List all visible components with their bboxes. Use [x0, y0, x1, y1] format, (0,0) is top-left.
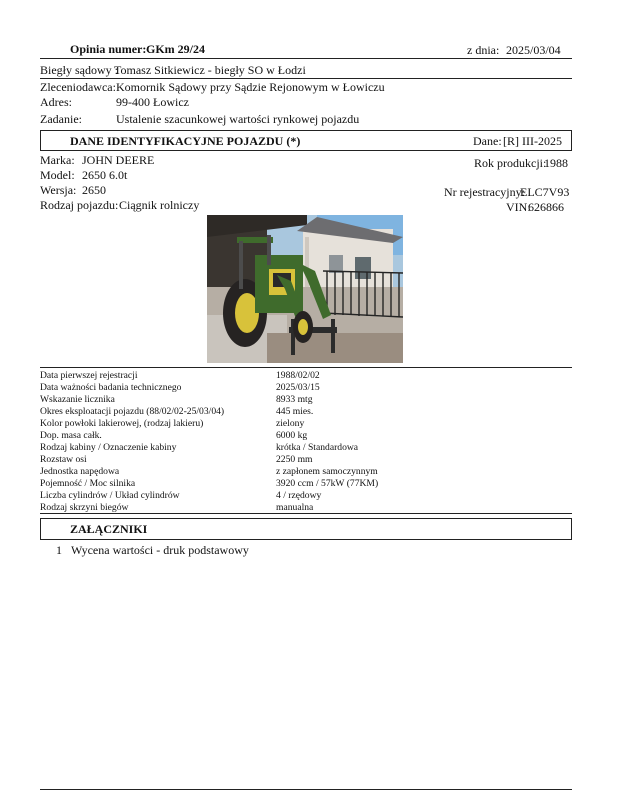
data-value: [R] III-2025	[503, 134, 562, 148]
spec-label: Okres eksploatacji pojazdu (88/02/02-25/03/04)	[40, 406, 225, 417]
spec-label: Data ważności badania technicznego	[40, 382, 182, 393]
spec-label: Rodzaj skrzyni biegów	[40, 502, 129, 513]
spec-value: 4 / rzędowy	[276, 490, 322, 501]
attachments-title: ZAŁĄCZNIKI	[70, 522, 148, 536]
attachment-number: 1	[56, 543, 62, 557]
spec-label: Liczba cylindrów / Układ cylindrów	[40, 490, 180, 501]
header-divider	[40, 58, 572, 59]
vehicle-section-header	[40, 130, 572, 151]
attachments-header	[40, 518, 572, 540]
opinion-number: GKm 29/24	[146, 42, 205, 56]
spec-value: 2250 mm	[276, 454, 313, 465]
vehicle-photo	[207, 215, 403, 363]
model-label: Model:	[40, 168, 75, 182]
version-label: Wersja:	[40, 183, 77, 197]
spec-value: krótka / Standardowa	[276, 442, 359, 453]
spec-label: Rozstaw osi	[40, 454, 87, 465]
specs-bottom-divider	[40, 513, 572, 514]
spec-value: 2025/03/15	[276, 382, 320, 393]
expert-label: Biegły sądowy :	[40, 63, 118, 77]
spec-value: 8933 mtg	[276, 394, 313, 405]
attachment-item[interactable]: Wycena wartości - druk podstawowy	[71, 543, 249, 557]
year-value: 1988	[544, 156, 568, 170]
spec-value: manualna	[276, 502, 314, 513]
vehicle-section-title: DANE IDENTYFIKACYJNE POJAZDU (*)	[70, 134, 301, 148]
spec-value: 6000 kg	[276, 430, 308, 441]
spec-label: Rodzaj kabiny / Oznaczenie kabiny	[40, 442, 177, 453]
model-value: 2650 6.0t	[82, 168, 128, 182]
opinion-label: Opinia numer:	[70, 42, 147, 56]
vin-value: 626866	[528, 200, 564, 214]
task-value: Ustalenie szacunkowej wartości rynkowej pojazdu	[116, 112, 360, 126]
specs-top-divider	[40, 367, 572, 368]
spec-label: Jednostka napędowa	[40, 466, 120, 477]
spec-label: Data pierwszej rejestracji	[40, 370, 138, 381]
spec-value: 445 mies.	[276, 406, 314, 417]
reg-value: ELC7V93	[520, 185, 570, 199]
vin-label: VIN:	[506, 200, 531, 214]
spec-value: 3920 ccm / 57kW (77KM)	[276, 478, 379, 489]
type-label: Rodzaj pojazdu:	[40, 198, 119, 212]
reg-label: Nr rejestracyjny:	[444, 185, 525, 199]
date-label: z dnia:	[467, 43, 500, 57]
client-value: Komornik Sądowy przy Sądzie Rejonowym w Łowiczu	[116, 80, 385, 94]
expert-value: Tomasz Sitkiewicz - biegły SO w Łodzi	[114, 63, 306, 77]
task-label: Zadanie:	[40, 112, 82, 126]
spec-label: Kolor powłoki lakierowej, (rodzaj lakieru)	[40, 418, 204, 429]
spec-value: z zapłonem samoczynnym	[276, 466, 378, 477]
date-value: 2025/03/04	[506, 43, 561, 57]
footer-divider	[40, 789, 572, 790]
year-label: Rok produkcji:	[474, 156, 547, 170]
address-value: 99-400 Łowicz	[116, 95, 189, 109]
spec-label: Wskazanie licznika	[40, 394, 115, 405]
client-label: Zleceniodawca:	[40, 80, 116, 94]
type-value: Ciągnik rolniczy	[119, 198, 200, 212]
make-label: Marka:	[40, 153, 75, 167]
version-value: 2650	[82, 183, 106, 197]
make-value: JOHN DEERE	[82, 153, 155, 167]
meta-divider	[40, 78, 572, 79]
spec-value: 1988/02/02	[276, 370, 320, 381]
spec-value: zielony	[276, 418, 305, 429]
spec-label: Pojemność / Moc silnika	[40, 478, 136, 489]
data-label: Dane:	[473, 134, 502, 148]
spec-label: Dop. masa całk.	[40, 430, 102, 441]
address-label: Adres:	[40, 95, 72, 109]
